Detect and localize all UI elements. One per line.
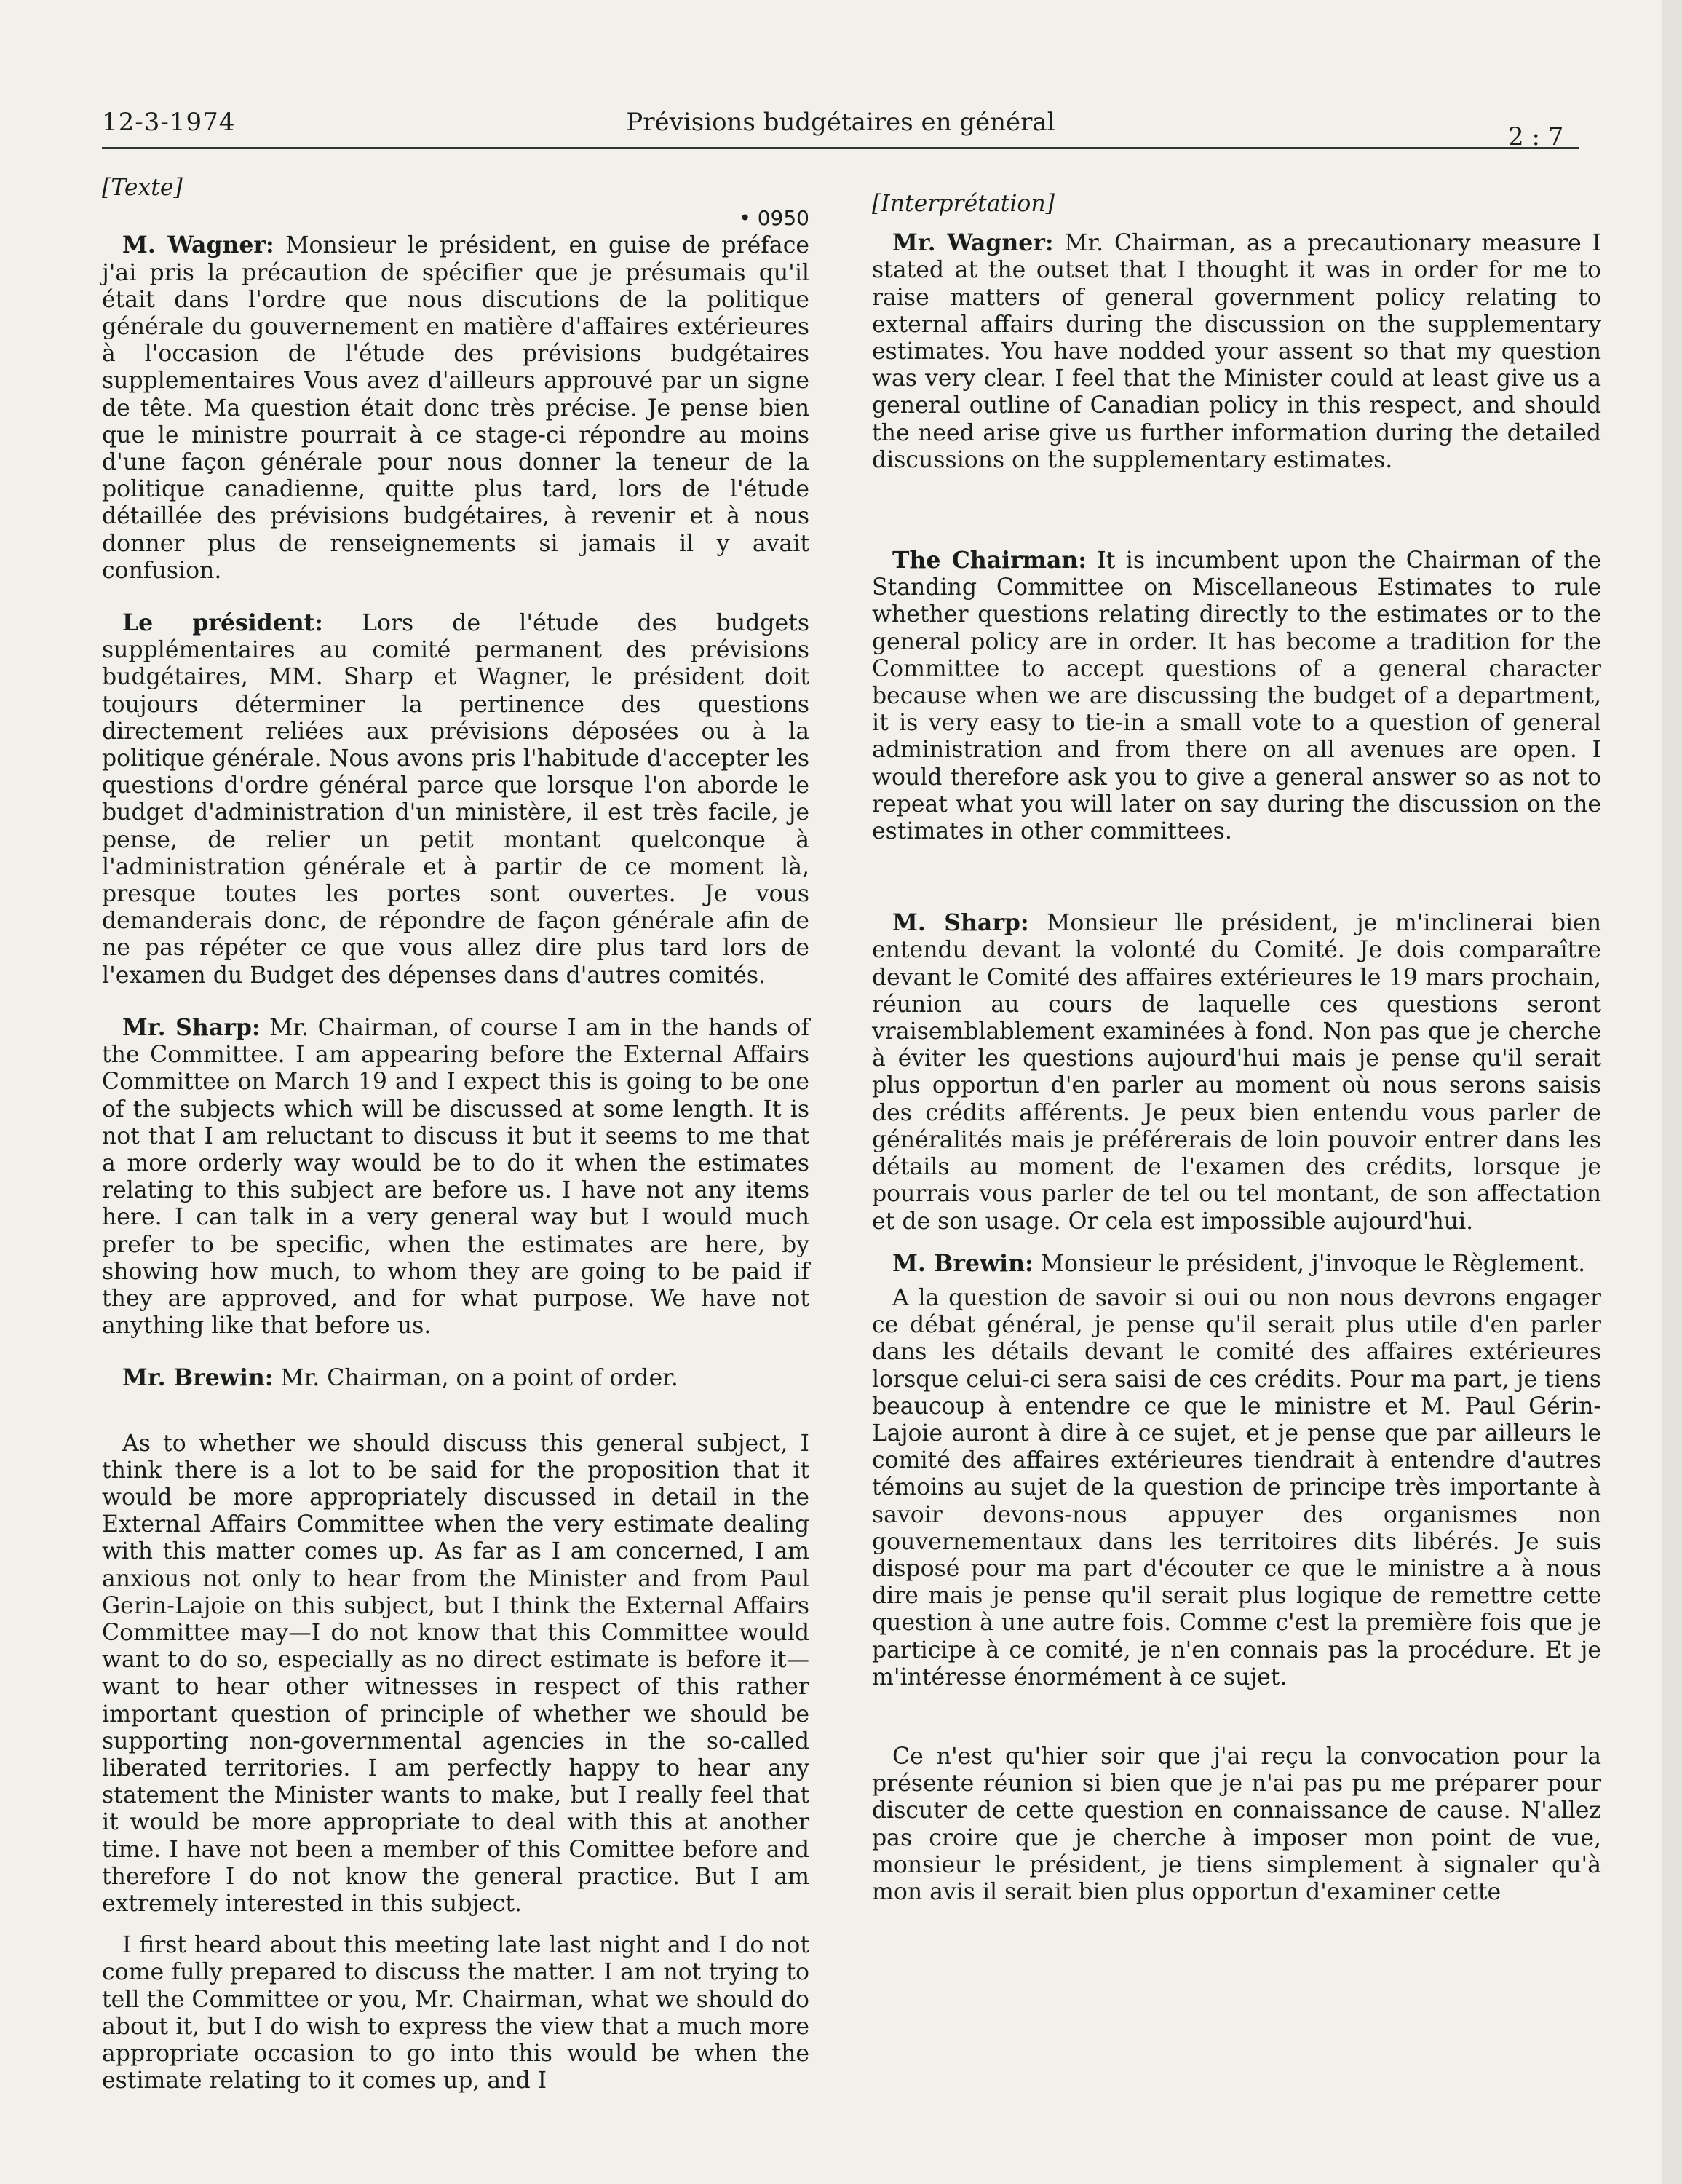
time-marker: • 0950 [739, 206, 809, 231]
paragraph-text: Mr. Chairman, on a point of order. [273, 1365, 678, 1392]
header-date: 12-3-1974 [102, 108, 236, 137]
paragraph: Ce n'est qu'hier soir que j'ai reçu la convocation pour la présente réunion si bien que je n'ai pas pu me préparer pour discuter de cette question en connaissance de cause. N'allez pas croire que je cherche à imposer mon point de vue, monsieur le président, je tiens simplement à signaler qu'à mon avis il serait bien plus opportun d'examiner cette [872, 1743, 1601, 1905]
paragraph: As to whether we should discuss this general subject, I think there is a lot to be said for the proposition that it would be more appropriately discussed in detail in the External Affairs Committee when the very estimate dealing with this matter comes up. As far as I am concerned, I am anxious not only to hear from the Minister and from Paul Gerin-Lajoie on this subject, but I think the External Affairs Committee may—I do not know that this Committee would want to do so, especially as no direct estimate is before it—want to hear other witnesses in respect of this rather important question of principle of whether we should be supporting non-governmental agencies in the so-called liberated territories. I am perfectly happy to hear any statement the Minister wants to make, but I really feel that it would be more appropriate to deal with this at another time. I have not been a member of this Comittee before and therefore I do not know the general practice. But I am extremely interested in this subject. [102, 1430, 809, 1917]
right-column [872, 191, 1601, 1931]
speaker-name: M. Sharp: [892, 909, 1029, 937]
paragraph [872, 909, 1601, 1235]
paragraph [872, 1250, 1601, 1278]
paragraph-text: Mr. Chairman, of course I am in the hands of the Committee. I am appearing before the External Affairs Committee on March 19 and I expect this is going to be one of the subjects which will be discussed at some length. It is not that I am reluctant to discuss it but it seems to me that a more orderly way would be to do it when the estimates relating to this subject are before us. I have not any items here. I can talk in a very general way but I would much prefer to be specific, when the estimates are here, by showing how much, to whom they are going to be paid if they are approved, and for what purpose. We have not anything like that before us. [102, 1014, 809, 1340]
page-edge [1662, 0, 1682, 2184]
paragraph: I first heard about this meeting late last night and I do not come fully prepared to discuss the matter. I am not trying to tell the Committee or you, Mr. Chairman, what we should do about it, but I do wish to express the view that a much more appropriate occasion to go into this would be when the estimate relating to it comes up, and I [102, 1932, 809, 2094]
interpretation-marker: [Interprétation] [872, 191, 1055, 217]
paragraph [872, 229, 1601, 474]
paragraph-text: Monsieur le président, en guise de préface j'ai pris la précaution de spécifier que je présumais qu'il était dans l'ordre que nous discutions de la politique générale du gouvernement en matière d'affaires extérieures à l'occasion de l'étude des prévisions budgétaires supplementaires Vous avez d'ailleurs approuvé par un signe de tête. Ma question était donc très précise. Je pense bien que le ministre pourrait à ce stage-ci répondre au moins d'une façon générale pour nous donner la teneur de la politique canadienne, quitte plus tard, lors de l'étude détaillée des prévisions budgétaires, à revenir et à nous donner plus de renseignements si jamais il y avait confusion. [102, 232, 809, 584]
paragraph [872, 547, 1601, 845]
left-column [102, 175, 809, 2119]
running-header [102, 102, 1579, 149]
paragraph [102, 1014, 809, 1340]
speaker-name: M. Brewin: [892, 1249, 1034, 1277]
header-title: Prévisions budgétaires en général [626, 108, 1055, 137]
page-number: 2 : 7 [1508, 122, 1564, 151]
paragraph [102, 232, 809, 585]
paragraph [102, 1364, 809, 1392]
paragraph-text: Lors de l'étude des budgets supplémentaires au comité permanent des prévisions budgétaires, MM. Sharp et Wagner, le président doit toujours déterminer la pertinence des questions directement reliées aux prévisions déposées ou à la politique générale. Nous avons pris l'habitude d'accepter les questions d'ordre général parce que lorsque l'on aborde le budget d'administration d'un ministère, il est très facile, je pense, de relier un petit montant quelconque à l'administration générale et à partir de ce moment là, presque toutes les portes sont ouvertes. Je vous demanderais donc, de répondre de façon générale afin de ne pas répéter ce que vous allez dire plus tard lors de l'examen du Budget des dépenses dans d'autres comités. [102, 610, 809, 989]
text-marker: [Texte] [102, 175, 183, 201]
paragraph [102, 609, 809, 989]
paragraph-text: Monsieur le président, j'invoque le Règlement. [1033, 1250, 1586, 1277]
paragraph-text: It is incumbent upon the Chairman of the Standing Committee on Miscellaneous Estimates to rule whether questions relating directly to the estimates or to the general policy are in order. It has become a tradition for the Committee to accept questions of a general character because when we are discussing the budget of a department, it is very easy to tie-in a small vote to a question of general administration and from there on all avenues are open. I would therefore ask you to give a general answer so as not to repeat what you will later on say during the discussion on the estimates in other committees. [872, 547, 1601, 845]
speaker-name: The Chairman: [892, 547, 1087, 574]
speaker-name: Le président: [122, 609, 323, 637]
speaker-name: Mr. Brewin: [122, 1364, 274, 1392]
speaker-name: M. Wagner: [122, 232, 274, 259]
speaker-name: Mr. Sharp: [122, 1013, 261, 1041]
speaker-name: Mr. Wagner: [892, 229, 1054, 257]
paragraph-text: Mr. Chairman, as a precautionary measure I stated at the outset that I thought it was in order for me to raise matters of general government policy relating to external affairs during the discussion on the supplementary estimates. You have nodded your assent so that my question was very clear. I feel that the Minister could at least give us a general outline of Canadian policy in this respect, and should the need arise give us further information during the detailed discussions on the supplementary estimates. [872, 230, 1601, 473]
paragraph-text: Monsieur lle président, je m'inclinerai bien entendu devant la volonté du Comité. Je dois comparaître devant le Comité des affaires extérieures le 19 mars prochain, réunion au cours de laquelle ces questions seront vraisemblablement examinées à fond. Non pas que je cherche à éviter les questions aujourd'hui mais je pense qu'il serait plus opportun d'en parler au moment où nous serons saisis des crédits afférents. Je peux bien entendu vous parler de généralités mais je préférerais de loin pouvoir entrer dans les détails au moment de l'examen des crédits, lorsque je pourrais vous parler de tel ou tel montant, de son affectation et de son usage. Or cela est impossible aujourd'hui. [872, 910, 1601, 1235]
paragraph: A la question de savoir si oui ou non nous devrons engager ce débat général, je pense qu'il serait plus utile d'en parler dans les détails devant le comité des affaires extérieures lorsque celui-ci sera saisi de ces crédits. Pour ma part, je tiens beaucoup à entendre ce que le ministre et M. Paul Gérin-Lajoie auront à dire à ce sujet, et je pense que par ailleurs le comité des affaires extérieures tiendrait à entendre d'autres témoins au sujet de la question de principe très importante à savoir devons-nous appuyer des organismes non gouvernementaux dans les territoires dits libérés. Je suis disposé pour ma part d'écouter ce que le ministre a à nous dire mais je pense qu'il serait plus logique de remettre cette question à une autre fois. Comme c'est la première fois que je participe à ce comité, je n'en connais pas la procédure. Et je m'intéresse énormément à ce sujet. [872, 1284, 1601, 1690]
